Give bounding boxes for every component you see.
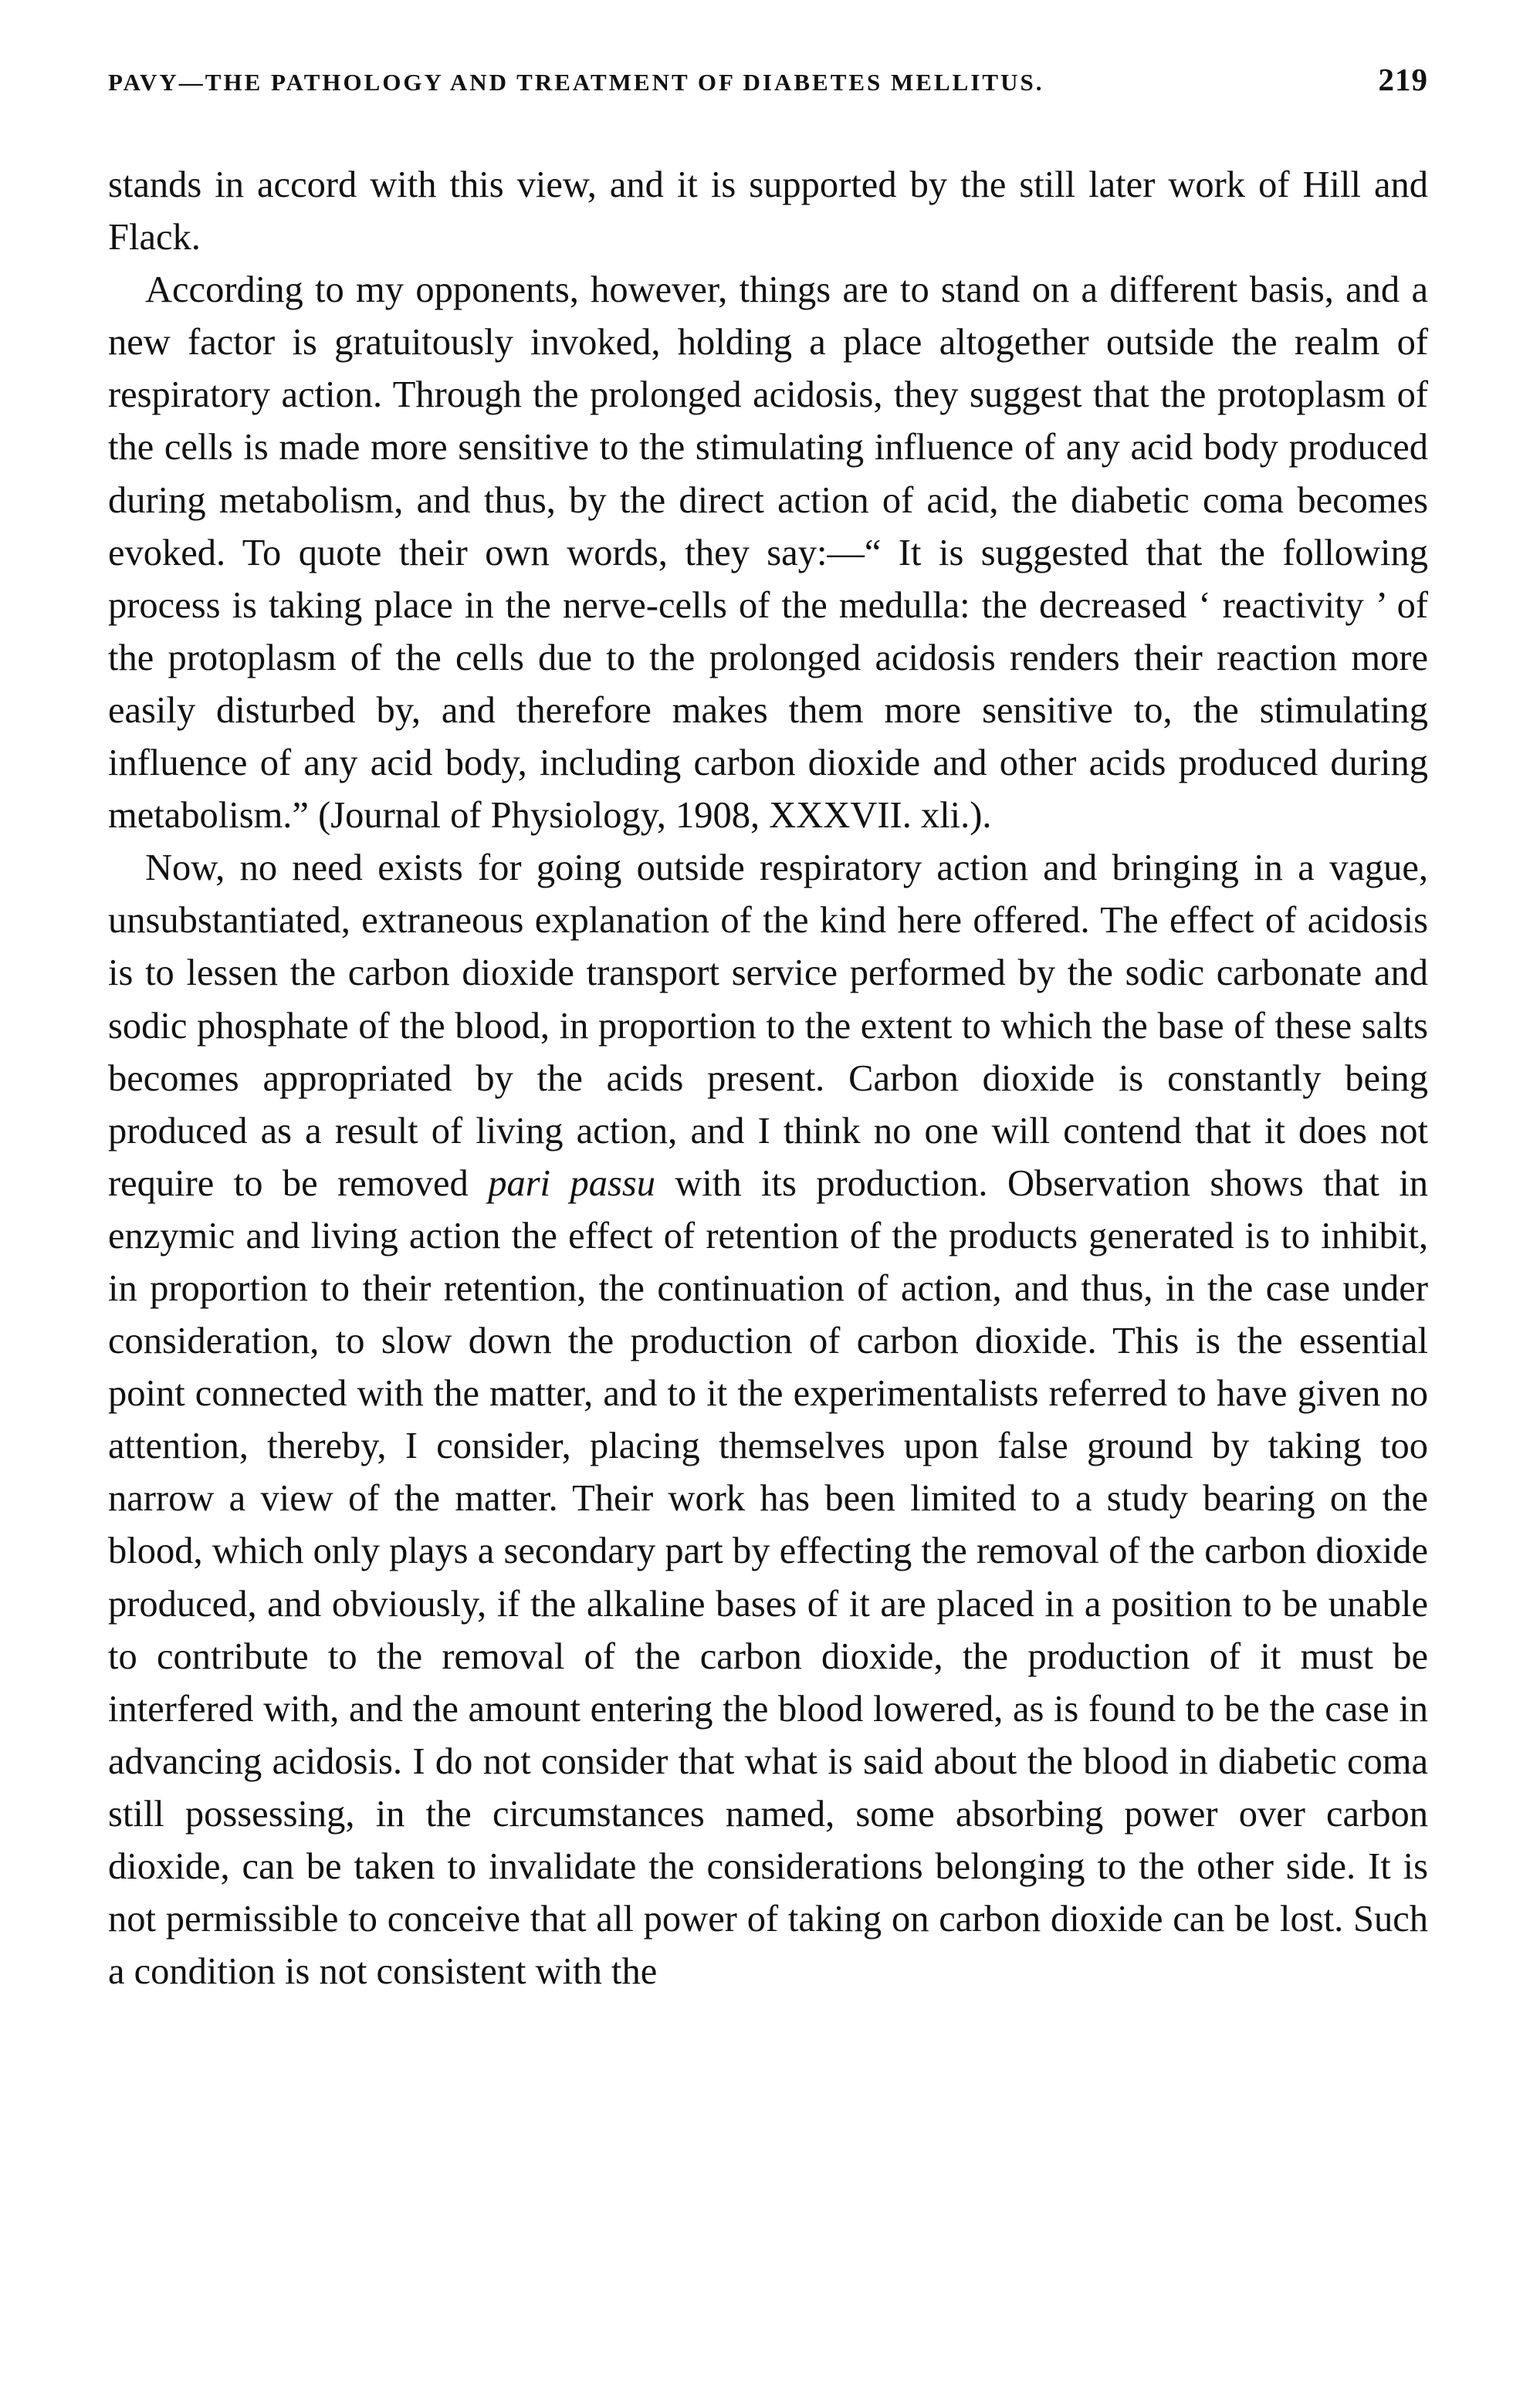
running-title: PAVY—THE PATHOLOGY AND TREATMENT OF DIABETES MELLITUS.	[108, 69, 1044, 96]
page-number: 219	[1378, 62, 1428, 97]
paragraph	[108, 159, 1428, 264]
paragraph	[108, 264, 1428, 842]
text-run: According to my opponents, however, things are to stand on a different basis, and a new factor is gratuitously invoked, holding a place altogether outside the realm of respiratory action. Through the prolonged acidosis, they suggest that the protoplasm of the cells is made more sensitive to the stimulating influence of any acid body produced during metabolism, and thus, by the direct action of acid, the diabetic coma becomes evoked. To quote their own words, they say:—“ It is suggested that the following process is taking place in the nerve-cells of the medulla: the decreased ‘ reactivity ’ of the protoplasm of the cells due to the prolonged acidosis renders their reaction more easily disturbed by, and therefore makes them more sensitive to, the stimulating influence of any acid body, including carbon dioxide and other acids produced during metabolism.” (Journal of Physiology, 1908, XXXVII. xli.).	[108, 269, 1428, 837]
book-page	[108, 54, 1428, 1998]
paragraph	[108, 842, 1428, 1998]
text-run: with its production. Observation shows that in enzymic and living action the effect of retention of the products generated is to inhibit, in proportion to their retention, the continuation of action, and thus, in the case under consideration, to slow down the production of carbon dioxide. This is the essential point connected with the matter, and to it the experimentalists referred to have given no attention, thereby, I consider, placing themselves upon false ground by taking too narrow a view of the matter. Their work has been limited to a study bearing on the blood, which only plays a secondary part by effecting the removal of the carbon dioxide produced, and obviously, if the alkaline bases of it are placed in a position to be unable to contribute to the removal of the carbon dioxide, the production of it must be interfered with, and the amount entering the blood lowered, as is found to be the case in advancing acidosis. I do not consider that what is said about the blood in diabetic coma still possessing, in the circumstances named, some absorbing power over carbon dioxide, can be taken to invalidate the considerations belonging to the other side. It is not permissible to conceive that all power of taking on carbon dioxide can be lost. Such a condition is not consistent with the	[108, 1162, 1428, 1993]
text-run: Now, no need exists for going outside respiratory action and bringing in a vague, unsubstantiated, extraneous explanation of the kind here offered. The effect of acidosis is to lessen the carbon dioxide transport service performed by the sodic carbonate and sodic phosphate of the blood, in proportion to the extent to which the base of these salts becomes appropriated by the acids present. Carbon dioxide is constantly being produced as a result of living action, and I think no one will contend that it does not require to be removed	[108, 847, 1428, 1204]
italic-phrase: pari passu	[488, 1162, 655, 1204]
text-run: stands in accord with this view, and it is supported by the still later work of Hill and Flack.	[108, 164, 1428, 259]
body-text	[108, 159, 1428, 1998]
running-head	[108, 54, 1428, 105]
